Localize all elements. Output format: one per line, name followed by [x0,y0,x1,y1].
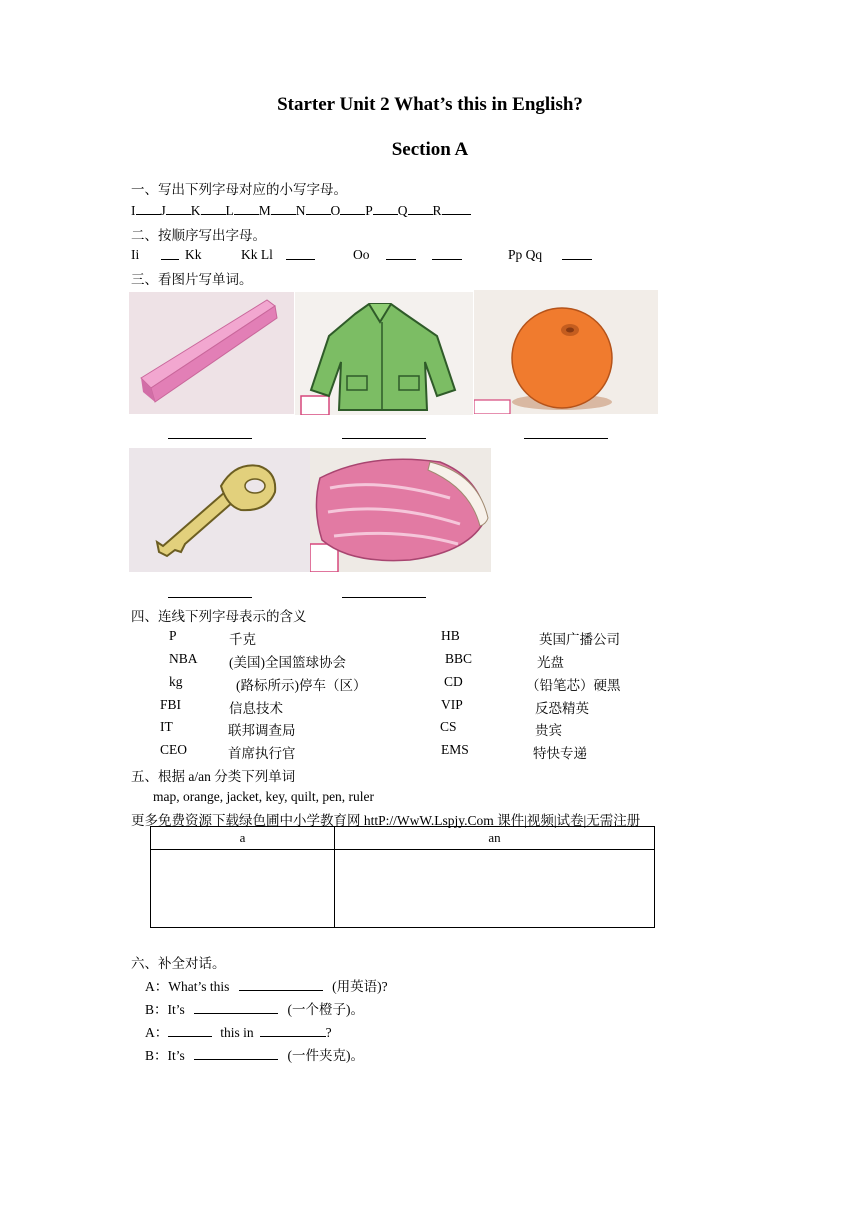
answer-blank[interactable] [166,202,191,215]
classification-table [150,826,655,928]
meaning: 千克 [229,632,256,647]
dialogue-text: A：What’s this [145,979,230,994]
letter-sequence-item: Pp Qq [508,247,543,262]
answer-line[interactable] [168,597,252,598]
answer-blank[interactable] [260,1024,326,1037]
meaning: 光盘 [537,655,564,670]
jacket-picture [295,292,473,415]
key-picture [129,448,310,572]
answer-blank[interactable] [194,1047,278,1060]
letter-sequence-item: Ii [131,247,140,262]
section-6-heading: 六、补全对话。 [131,956,226,971]
answer-cell-a[interactable] [151,850,335,928]
letter: N [295,203,306,218]
answer-line[interactable] [524,438,608,439]
dialogue-line [145,1021,332,1041]
letter-sequence-item: Kk Ll [241,247,273,262]
abbreviation: HB [441,628,460,643]
abbreviation: CD [444,674,463,689]
abbreviation: NBA [169,651,198,666]
ruler-picture [129,292,294,414]
meaning: 反恐精英 [535,701,589,716]
dialogue-line [145,1044,364,1064]
orange-picture [474,290,658,414]
abbreviation: BBC [445,651,473,666]
answer-blank[interactable] [161,247,179,260]
column-header-an: an [334,827,654,850]
abbreviation: CEO [160,742,187,757]
dialogue-text: (一件夹克)。 [287,1048,365,1063]
word-list: map, orange, jacket, key, quilt, pen, ruler [153,789,375,804]
answer-blank[interactable] [386,247,416,260]
jacket-icon [295,292,473,415]
letter-blanks-row [131,202,471,219]
answer-blank[interactable] [340,202,365,215]
answer-line[interactable] [168,438,252,439]
letter-sequence-item: Kk [185,247,202,262]
letter: R [432,203,442,218]
answer-line[interactable] [342,438,426,439]
answer-line[interactable] [342,597,426,598]
quilt-icon [310,448,491,572]
meaning: 贵宾 [535,723,562,738]
answer-blank[interactable] [234,202,259,215]
meaning: 联邦调查局 [228,723,296,738]
letter-sequence-item: Oo [353,247,370,262]
section-3-heading: 三、看图片写单词。 [131,272,253,287]
meaning: 信息技术 [229,701,283,716]
letter: M [258,203,271,218]
answer-blank[interactable] [194,1001,278,1014]
answer-blank[interactable] [271,202,296,215]
abbreviation: EMS [441,742,469,757]
meaning: 首席执行官 [228,746,296,761]
meaning: 英国广播公司 [539,632,620,647]
dialogue-text: ? [325,1025,332,1040]
key-icon [129,448,310,572]
answer-blank[interactable] [432,247,462,260]
abbreviation: P [169,628,177,643]
answer-blank[interactable] [306,202,331,215]
abbreviation: kg [169,674,183,689]
abbreviation: VIP [441,697,463,712]
letter: Q [397,203,408,218]
section-title: Section A [391,139,469,160]
letter: I [131,203,136,218]
letter: O [330,203,341,218]
answer-blank[interactable] [562,247,592,260]
meaning: (路标所示)停车（区） [236,678,367,693]
abbreviation: FBI [160,697,182,712]
dialogue-text: this in [220,1025,254,1040]
answer-blank[interactable] [286,247,315,260]
letter: L [225,203,234,218]
answer-blank[interactable] [136,202,161,215]
promo-text: 更多免费资源下载绿色圃中小学教育网 httP://WwW.Lspjy.Com 课件|视频|试卷|无需注册 [131,813,641,828]
ruler-icon [129,292,294,414]
quilt-picture [310,448,491,572]
abbreviation: CS [440,719,457,734]
dialogue-text: (一个橙子)。 [287,1002,365,1017]
answer-blank[interactable] [201,202,226,215]
answer-blank[interactable] [442,202,471,215]
answer-blank[interactable] [239,978,323,991]
dialogue-text: B：It’s [145,1048,185,1063]
abbreviation: IT [160,719,173,734]
answer-blank[interactable] [408,202,433,215]
column-header-a: a [151,827,335,850]
section-4-heading: 四、连线下列字母表示的含义 [131,609,307,624]
dialogue-text: A： [145,1025,169,1040]
letter: K [190,203,201,218]
letter: J [160,203,166,218]
section-1-heading: 一、写出下列字母对应的小写字母。 [131,182,347,197]
letter: P [365,203,373,218]
answer-blank[interactable] [373,202,398,215]
dialogue-line [145,998,364,1018]
meaning: （铅笔芯）硬黑 [526,678,621,693]
meaning: 特快专递 [533,746,587,761]
page-title: Starter Unit 2 What’s this in English? [277,94,583,115]
answer-blank[interactable] [168,1024,212,1037]
dialogue-text: B：It’s [145,1002,185,1017]
dialogue-text: (用英语)? [332,979,388,994]
dialogue-line [145,975,388,995]
orange-icon [474,290,658,414]
section-5-heading: 五、根据 a/an 分类下列单词 [131,769,296,784]
meaning: (美国)全国篮球协会 [229,655,346,670]
answer-cell-an[interactable] [334,850,654,928]
section-2-heading: 二、按顺序写出字母。 [131,228,266,243]
